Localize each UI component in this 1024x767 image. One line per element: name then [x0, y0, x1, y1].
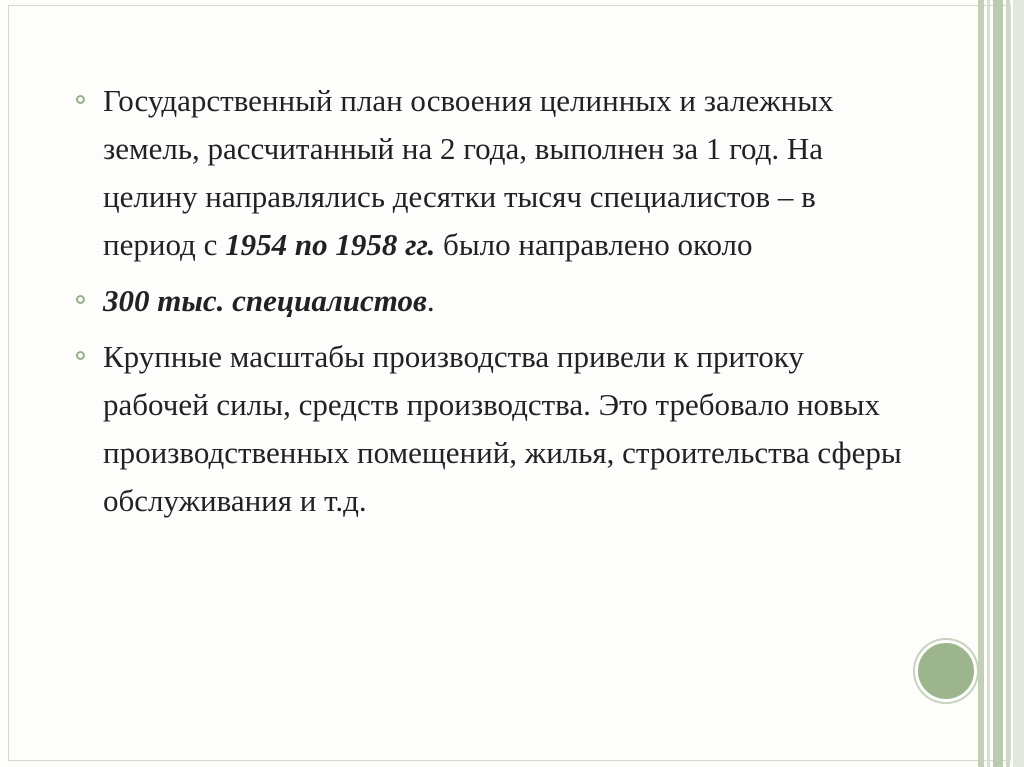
bullet-icon [76, 295, 85, 304]
bullet-item-specialists [74, 277, 904, 325]
circle-decoration-icon [915, 640, 977, 702]
bullet-text: Государственный план освоения целинных и залежных земель, рассчитанный на 2 года, выполнен за 1 год. На целину направлялись десятки тысяч специалистов – в период с [103, 83, 834, 262]
bullet-item-scale [74, 333, 904, 525]
bullet-text: было направлено около [435, 227, 753, 262]
bullet-emphasis: 300 тыс. специалистов [103, 283, 427, 318]
bullet-text: Крупные масштабы производства привели к притоку рабочей силы, средств производства. Это требовало новых производственных помещений, жилья, строительства сферы обслуживания и т.д. [103, 339, 902, 518]
bullet-icon [76, 351, 85, 360]
decorative-stripe [993, 0, 1003, 767]
decorative-stripe [1013, 0, 1024, 767]
bullet-item-plan [74, 77, 904, 269]
decorative-stripe [978, 0, 984, 767]
bullet-text: . [426, 283, 435, 318]
bullet-icon [76, 95, 85, 104]
decorative-stripe [987, 0, 990, 767]
bullet-emphasis: 1954 по 1958 гг. [225, 227, 436, 262]
decorative-stripe [1006, 0, 1010, 767]
bullet-list [74, 77, 904, 533]
